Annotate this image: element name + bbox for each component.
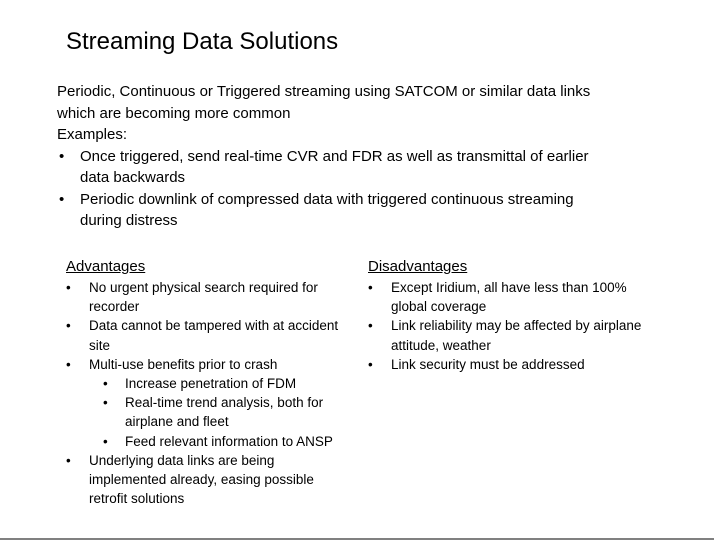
advantage-item-multi-use: [66, 355, 351, 451]
disadvantage-item: • Link reliability may be affected by airplane attitude, weather: [368, 316, 658, 354]
advantage-item: • Data cannot be tampered with at accident site: [66, 316, 351, 354]
examples-list: [57, 146, 617, 232]
advantages-list: [66, 278, 351, 508]
example-item: • Once triggered, send real-time CVR and FDR as well as transmittal of earlier data backwards: [57, 146, 617, 189]
advantages-heading: Advantages: [66, 258, 146, 275]
disadvantage-item: • Link security must be addressed: [368, 355, 658, 374]
bottom-divider: [0, 538, 714, 540]
intro-section: [57, 81, 617, 232]
advantages-column: [66, 257, 351, 508]
disadvantage-item: • Except Iridium, all have less than 100% global coverage: [368, 278, 658, 316]
advantage-item: • Underlying data links are being implemented already, easing possible retrofit solutions: [66, 451, 351, 509]
disadvantages-column: [368, 257, 658, 374]
slide-title: Streaming Data Solutions: [66, 28, 339, 55]
examples-label: Examples:: [57, 126, 128, 143]
disadvantages-heading: Disadvantages: [368, 258, 468, 275]
sub-advantage-item: • Real-time trend analysis, both for airplane and fleet: [89, 393, 351, 431]
disadvantages-list: [368, 278, 658, 374]
advantage-item: • No urgent physical search required for recorder: [66, 278, 351, 316]
advantage-item-label: Multi-use benefits prior to crash: [89, 356, 278, 372]
sub-advantage-item: • Increase penetration of FDM: [89, 374, 351, 393]
sub-advantage-item: • Feed relevant information to ANSP: [89, 432, 351, 451]
intro-paragraph: Periodic, Continuous or Triggered streaming using SATCOM or similar data links which are becoming more common: [57, 83, 591, 122]
example-item: • Periodic downlink of compressed data with triggered continuous streaming during distress: [57, 189, 617, 232]
multi-use-sublist: [89, 374, 351, 451]
